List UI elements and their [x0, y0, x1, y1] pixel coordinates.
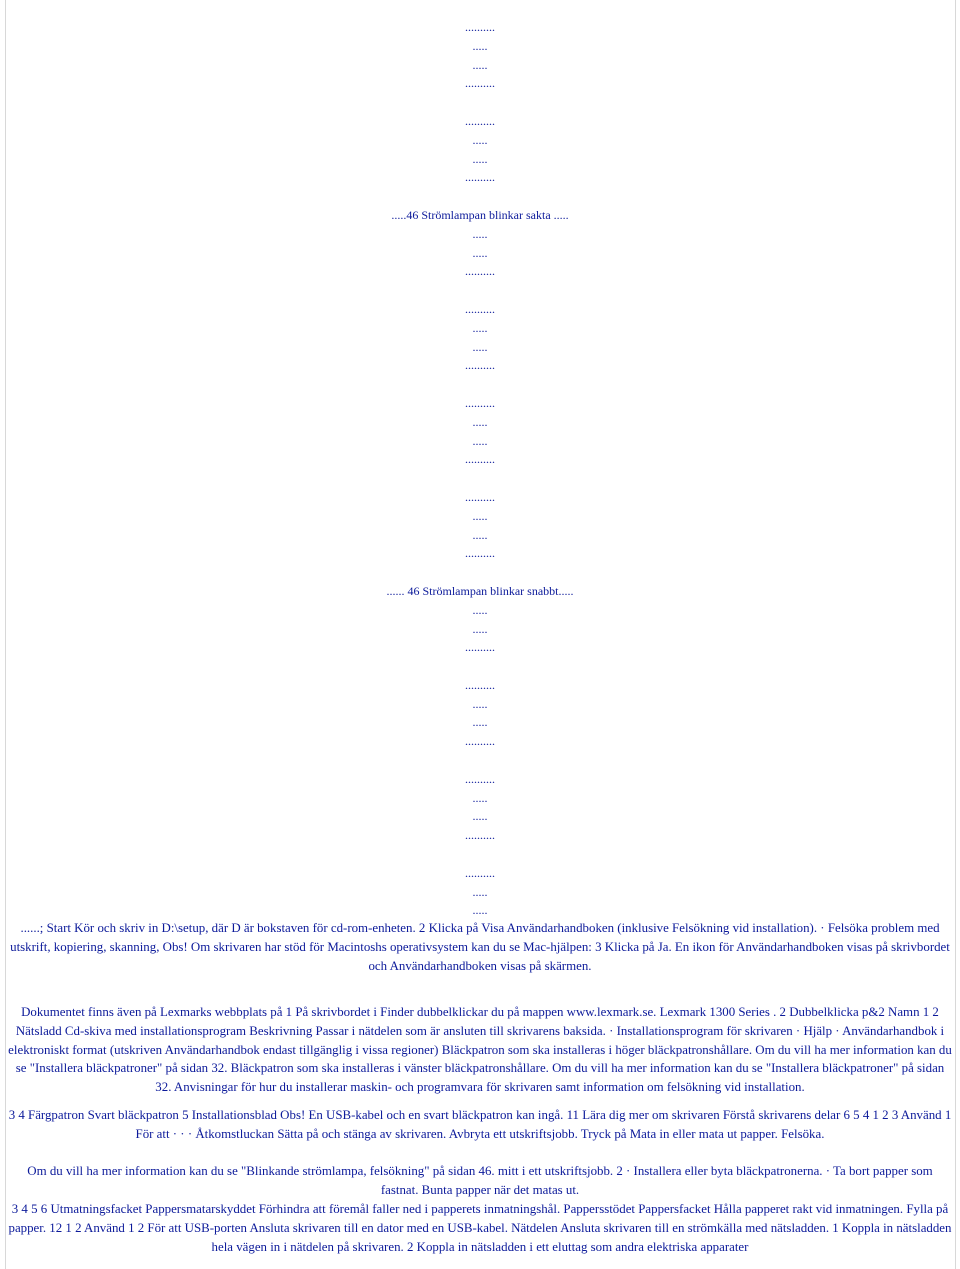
toc-line: .....	[472, 57, 488, 72]
toc-line: .....	[472, 132, 488, 147]
toc-line	[0, 469, 960, 488]
toc-line	[0, 657, 960, 676]
toc-line: .....	[472, 621, 488, 636]
toc-line: .....	[472, 602, 488, 617]
toc-line: .....	[472, 715, 488, 730]
toc-line: .....	[472, 527, 488, 542]
toc-line	[0, 375, 960, 394]
toc-line: ..........	[465, 865, 495, 880]
toc-line	[0, 751, 960, 770]
toc-line: ..........	[465, 20, 495, 34]
toc-line: ..........	[465, 452, 495, 467]
toc-line: .....	[472, 903, 488, 918]
toc-line: .....	[472, 809, 488, 824]
toc-line: ..........	[465, 76, 495, 91]
toc-line: ..........	[465, 734, 495, 749]
toc-line: ..........	[465, 489, 495, 504]
toc-line	[0, 187, 960, 206]
toc-line: ..........	[465, 170, 495, 185]
toc-line	[0, 563, 960, 582]
toc-line: .....	[472, 414, 488, 429]
paragraph-install-intro: ......; Start Kör och skriv in D:\setup, där D är bokstaven för cd-rom-enheten. 2 Klicka på Visa Användarhandboken (inklusive Felsökning vid installation). · Felsöka problem med utskrift, kopiering, skanning, Obs! Om skrivaren har stöd för Macintoshs operativsystem kan du se Mac-hjälpen: 3 Klicka på Ja. En ikon för Användarhandboken visas på skrivbordet och Användarhandboken visas på skärmen.	[10, 921, 950, 973]
toc-line: .....	[472, 151, 488, 166]
toc-line: ..........	[465, 546, 495, 561]
paragraph-power-light: Om du vill ha mer information kan du se "Blinkande strömlampa, felsökning" på sidan 46. mitt i ett utskriftsjobb. 2 · Installera eller byta bläckpatronerna. · Ta bort papper som fastnat. Bunta papper när det matas ut.	[27, 1164, 933, 1197]
paragraph-printer-parts: 3 4 Färgpatron Svart bläckpatron 5 Installationsblad Obs! En USB-kabel och en svart bläckpatron kan ingå. 11 Lära dig mer om skrivaren Förstå skrivarens delar 6 5 4 1 2 3 Använd 1 För att · · · Åtkomstluckan Sätta på och stänga av skrivaren. Avbryta ett utskriftsjobb. Tryck på Mata in eller mata ut papper. Felsöka.	[8, 1108, 952, 1141]
toc-line	[0, 845, 960, 864]
toc-line: ..........	[465, 358, 495, 373]
toc-line	[0, 93, 960, 112]
toc-line	[0, 281, 960, 300]
toc-line: ..........	[465, 395, 495, 410]
toc-line: .....46 Strömlampan blinkar sakta .....	[391, 207, 569, 222]
toc-line: .....	[472, 320, 488, 335]
toc-line: .....	[472, 339, 488, 354]
toc-line: .....	[472, 884, 488, 899]
toc-line: ..........	[465, 264, 495, 279]
toc-line: .....	[472, 226, 488, 241]
toc-line: .....	[472, 38, 488, 53]
paragraph-paper-tray-usb: 3 4 5 6 Utmatningsfacket Pappersmatarskyddet Förhindra att föremål faller ned i papperets inmatningshål. Pappersstödet Pappersfacket Hålla papperet rakt vid inmatningen. Fylla på papper. 12 1 2 Använd 1 2 För att USB-porten Ansluta skrivaren till en dator med en USB-kabel. Nätdelen Ansluta skrivaren till en strömkälla med nätsladden. 1 Koppla in nätsladden hela vägen in i nätdelen på skrivaren. 2 Koppla in nätsladden i ett eluttag som andra elektriska apparater	[8, 1202, 952, 1254]
toc-line: ..........	[465, 113, 495, 128]
toc-line: ..........	[465, 301, 495, 316]
toc-line: .....	[472, 245, 488, 260]
toc-line: .....	[472, 790, 488, 805]
toc-line: .....	[472, 508, 488, 523]
toc-line: ..........	[465, 677, 495, 692]
paragraph-package-contents: Dokumentet finns även på Lexmarks webbplats på 1 På skrivbordet i Finder dubbelklickar du på mappen www.lexmark.se. Lexmark 1300 Series . 2 Dubbelklicka p&2 Namn 1 2 Nätsladd Cd-skiva med installationsprogram Beskrivning Passar i nätdelen som är ansluten till skrivarens baksida. · Installationsprogram för skrivaren · Hjälp · Användarhandbok i elektroniskt format (utskriven Användarhandbok endast tillgänglig i vissa regioner) Bläckpatron som ska installeras i höger bläckpatronshållare. Om du vill ha mer information kan du se "Installera bläckpatroner" på sidan 32. Bläckpatron som ska installeras i vänster bläckpatronshållare. Om du vill ha mer information kan du se "Installera bläckpatroner" på sidan 32. Anvisningar för hur du installerar maskin- och programvara för skrivaren samt information om felsökning vid installation.	[8, 1005, 952, 1095]
toc-line: .....	[472, 696, 488, 711]
toc-line: ..........	[465, 828, 495, 843]
toc-line: ..........	[465, 640, 495, 655]
toc-line: .....	[472, 433, 488, 448]
toc-line: ..........	[465, 771, 495, 786]
toc-line: ...... 46 Strömlampan blinkar snabbt.....	[386, 583, 574, 598]
toc-dot-leaders	[0, 18, 960, 920]
